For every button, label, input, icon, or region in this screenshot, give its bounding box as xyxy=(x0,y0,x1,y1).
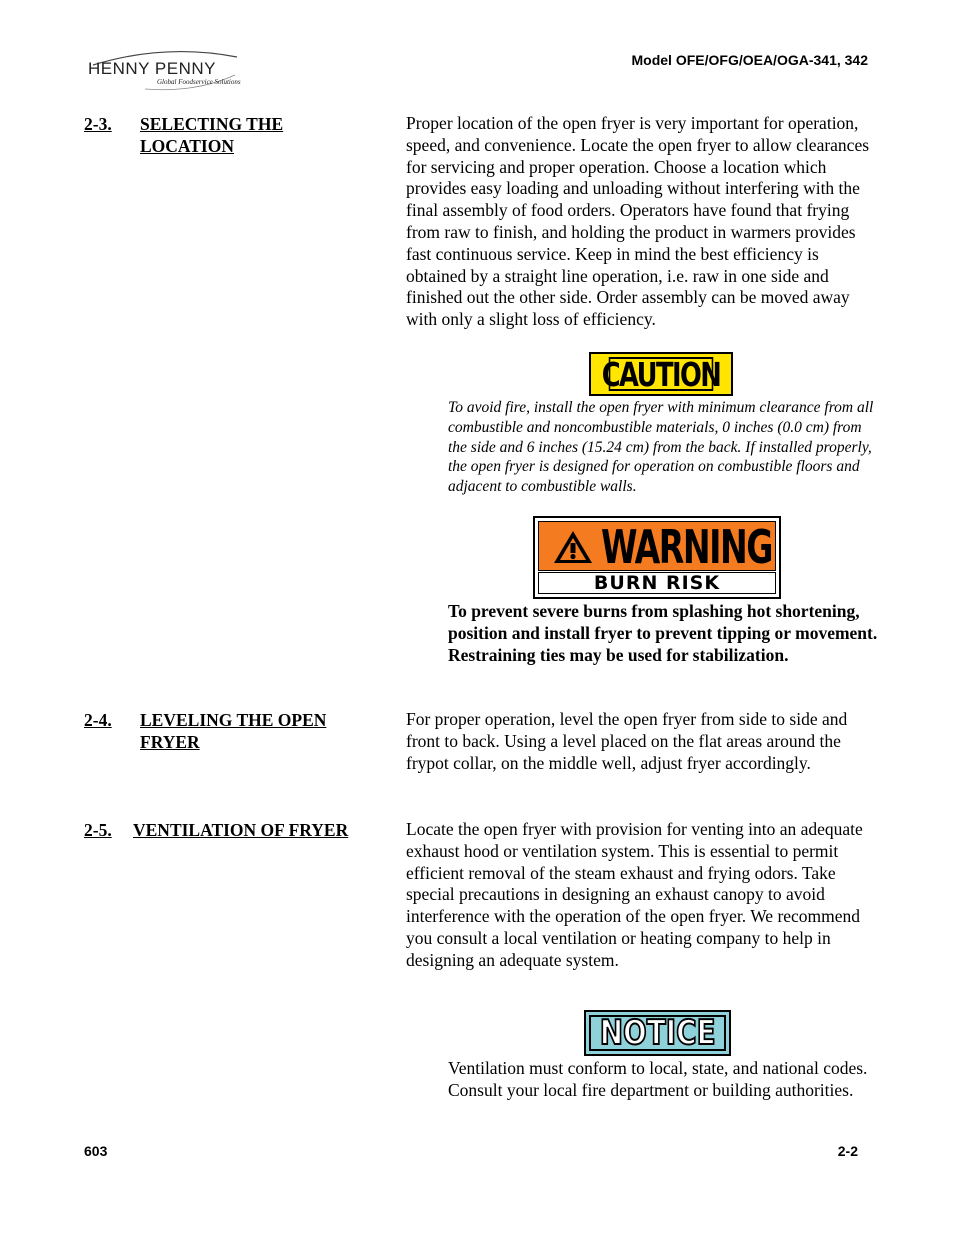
section-title: SELECTING THE xyxy=(140,114,284,134)
section-number: 2-5. xyxy=(84,820,112,840)
logo-tagline: Global Foodservice Solutions xyxy=(157,78,241,86)
footer-doc-number: 603 xyxy=(84,1143,108,1159)
section-body: Proper location of the open fryer is very important for operation, speed, and convenience. Locate the open fryer to allow clearances for servicing and proper operation. Choose a location which provides easy loading and unloading without interfering with the final assembly of food orders. Operators have found that frying from raw to finish, and holding the product in warmers provides fast continuous service. Keep in mind the best efficiency is obtained by a straight line operation, i.e. raw in one side and finished out the other side. Order assembly can be moved away with only a slight loss of efficiency. xyxy=(406,113,870,330)
caution-text: To avoid fire, install the open fryer with minimum clearance from all combustible and noncombustible materials, 0 inches (0.0 cm) from the side and 6 inches (15.24 cm) from the back. If installed properly, the open fryer is designed for operation on combustible floors and adjacent to combustible walls. xyxy=(448,399,874,496)
henny-penny-logo xyxy=(85,49,247,93)
section-number: 2-3. xyxy=(84,114,112,134)
caution-label: CAUTION xyxy=(601,354,721,394)
section-title: LOCATION xyxy=(140,136,234,156)
model-header: Model OFE/OFG/OEA/OGA-341, 342 xyxy=(631,52,868,68)
logo-name: HENNY PENNY xyxy=(88,59,216,78)
notice-text: Ventilation must conform to local, state, and national codes. Consult your local fire department or building authorities. xyxy=(448,1058,868,1100)
warning-label: WARNING xyxy=(601,520,773,574)
section-number: 2-4. xyxy=(84,710,112,730)
section-body: For proper operation, level the open fryer from side to side and front to back. Using a level placed on the flat areas around the frypot collar, on the middle well, adjust fryer accordingly. xyxy=(406,709,848,773)
section-body: Locate the open fryer with provision for venting into an adequate exhaust hood or ventilation system. This is essential to permit efficient removal of the steam exhaust and frying odors. Take special precautions in designing an exhaust canopy to avoid interference with the operation of the open fryer. We recommend you consult a local ventilation or heating company to help in designing an adequate system. xyxy=(406,819,863,970)
warning-sublabel: BURN RISK xyxy=(538,572,776,594)
section-title: VENTILATION OF FRYER xyxy=(133,820,349,840)
warning-triangle-icon xyxy=(553,530,593,564)
section-title: LEVELING THE OPEN xyxy=(140,710,327,730)
warning-text: To prevent severe burns from splashing hot shortening, position and install fryer to prevent tipping or movement. Restraining ties may be used for stabilization. xyxy=(448,601,878,665)
notice-sign xyxy=(584,1010,731,1056)
notice-label: NOTICE xyxy=(599,1013,716,1053)
warning-sign xyxy=(533,516,781,599)
footer-page-number: 2-2 xyxy=(837,1143,858,1159)
section-title: FRYER xyxy=(140,732,200,752)
caution-sign xyxy=(589,352,733,396)
